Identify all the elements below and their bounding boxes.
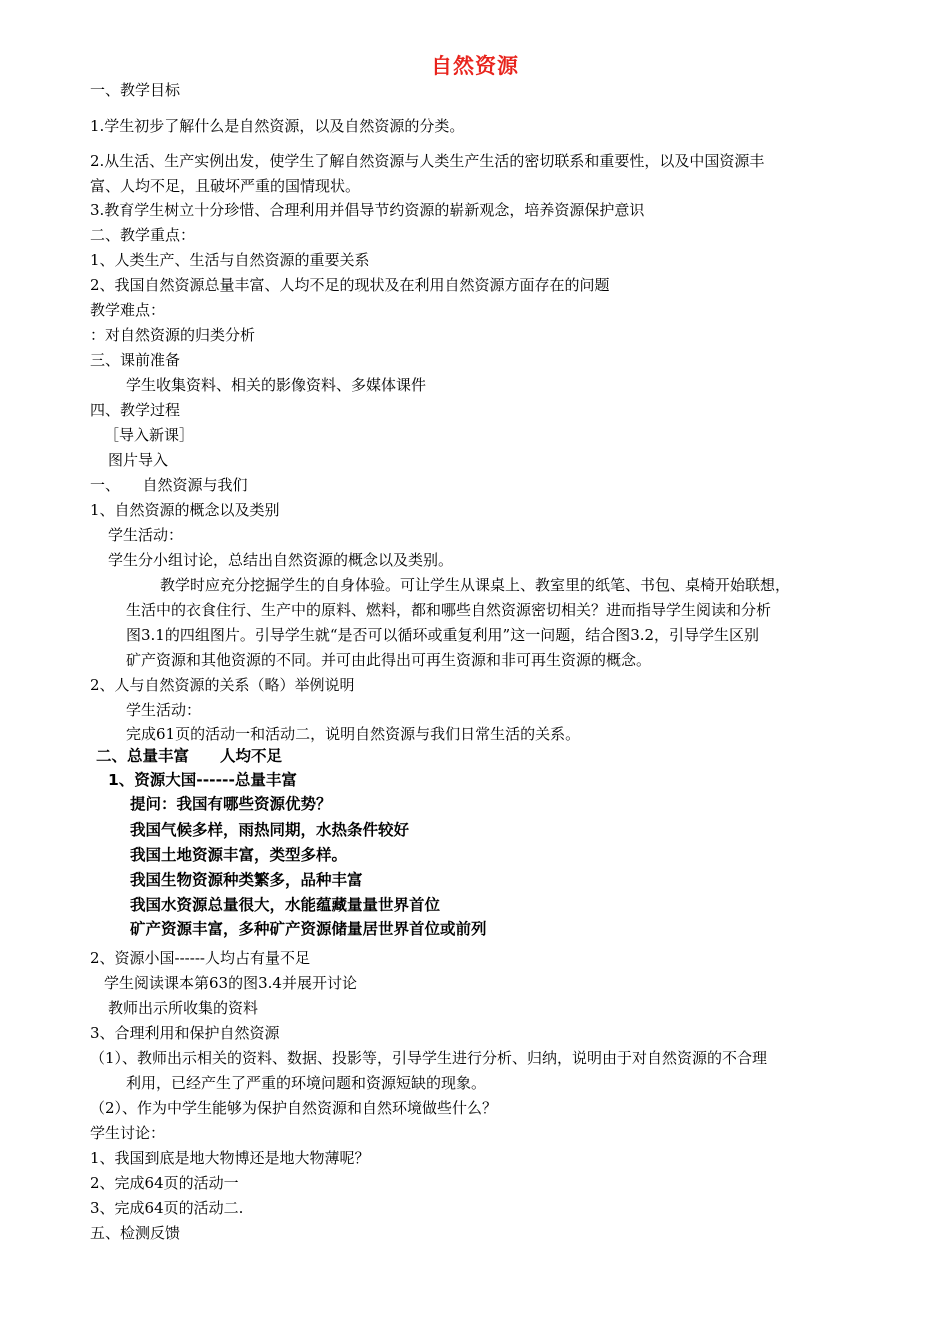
difficulty-heading: 教学难点： (90, 301, 166, 319)
intro-label: ［导入新课］ (104, 426, 195, 444)
topic-heading: 1、自然资源的概念以及类别 (90, 501, 280, 519)
activity-text: 完成61页的活动一和活动二，说明自然资源与我们日常生活的关系。 (126, 725, 581, 743)
section-heading-feedback: 五、检测反馈 (90, 1224, 181, 1242)
resource-item: 我国水资源总量很大，水能蕴藏量量世界首位 (130, 896, 441, 914)
paragraph-line: 矿产资源和其他资源的不同。并可由此得出可再生资源和非可再生资源的概念。 (126, 651, 652, 669)
topic-heading: 2、人与自然资源的关系（略）举例说明 (90, 676, 355, 694)
resource-item: 矿产资源丰富，多种矿产资源储量居世界首位或前列 (130, 920, 487, 938)
preparation-item: 学生收集资料、相关的影像资料、多媒体课件 (126, 376, 427, 394)
topic-heading: 3、合理利用和保护自然资源 (90, 1024, 280, 1042)
objective-item: 1.学生初步了解什么是自然资源，以及自然资源的分类。 (90, 117, 465, 135)
objective-item-continued: 富、人均不足，且破坏严重的国情现状。 (90, 177, 361, 195)
key-point-item: 1、人类生产、生活与自然资源的重要关系 (90, 251, 370, 269)
section-heading-key-points: 二、教学重点： (90, 226, 196, 244)
paragraph-line: 教学时应充分挖掘学生的自身体验。可让学生从课桌上、教室里的纸笔、书包、桌椅开始联想， (160, 576, 791, 594)
paragraph-line: 利用，已经产生了严重的环境问题和资源短缺的现象。 (126, 1074, 487, 1092)
section-heading-preparation: 三、课前准备 (90, 351, 181, 369)
intro-text: 图片导入 (108, 451, 169, 469)
paragraph-line: 图3.1的四组图片。引导学生就“是否可以循环或重复利用”这一问题，结合图3.2，引导学生区别 (126, 626, 760, 644)
discussion-item: 2、完成64页的活动一 (90, 1174, 239, 1192)
page-title: 自然资源 (431, 54, 519, 78)
resource-item: 我国土地资源丰富，类型多样。 (130, 846, 348, 864)
resource-item: 我国生物资源种类繁多，品种丰富 (130, 871, 363, 889)
section-heading-objectives: 一、教学目标 (90, 81, 181, 99)
question-line: 提问：我国有哪些资源优势？ (130, 795, 332, 813)
discussion-text: 学生阅读课本第63的图3.4并展开讨论 (104, 974, 357, 992)
discussion-heading: 学生讨论： (90, 1124, 166, 1142)
topic-heading: 1、资源大国------总量丰富 (108, 771, 297, 789)
topic-heading: 2、资源小国------人均占有量不足 (90, 949, 310, 967)
section-heading-process: 四、教学过程 (90, 401, 181, 419)
activity-label: 学生活动： (108, 526, 184, 544)
activity-label: 学生活动： (126, 701, 202, 719)
objective-item: 3.教育学生树立十分珍惜、合理利用并倡导节约资源的崭新观念，培养资源保护意识 (90, 201, 645, 219)
discussion-item: 3、完成64页的活动二. (90, 1199, 244, 1217)
objective-item: 2.从生活、生产实例出发，使学生了解自然资源与人类生产生活的密切联系和重要性，以及中国资源丰 (90, 152, 765, 170)
activity-text: 学生分小组讨论，总结出自然资源的概念以及类别。 (108, 551, 454, 569)
subsection-heading: 一、 自然资源与我们 (90, 476, 248, 494)
key-point-item: 2、我国自然资源总量丰富、人均不足的现状及在利用自然资源方面存在的问题 (90, 276, 610, 294)
discussion-item: 1、我国到底是地大物博还是地大物薄呢？ (90, 1149, 370, 1167)
paragraph-line: （2）、作为中学生能够为保护自然资源和自然环境做些什么？ (90, 1099, 498, 1117)
paragraph-line: （1）、教师出示相关的资料、数据、投影等，引导学生进行分析、归纳，说明由于对自然资源的不合理 (90, 1049, 768, 1067)
discussion-text: 教师出示所收集的资料 (108, 999, 259, 1017)
paragraph-line: 生活中的衣食住行、生产中的原料、燃料，都和哪些自然资源密切相关？进而指导学生阅读和分析 (126, 601, 772, 619)
difficulty-item: ：对自然资源的归类分析 (90, 326, 256, 344)
resource-item: 我国气候多样，雨热同期，水热条件较好 (130, 821, 410, 839)
subsection-heading: 二、总量丰富 人均不足 (96, 747, 283, 765)
